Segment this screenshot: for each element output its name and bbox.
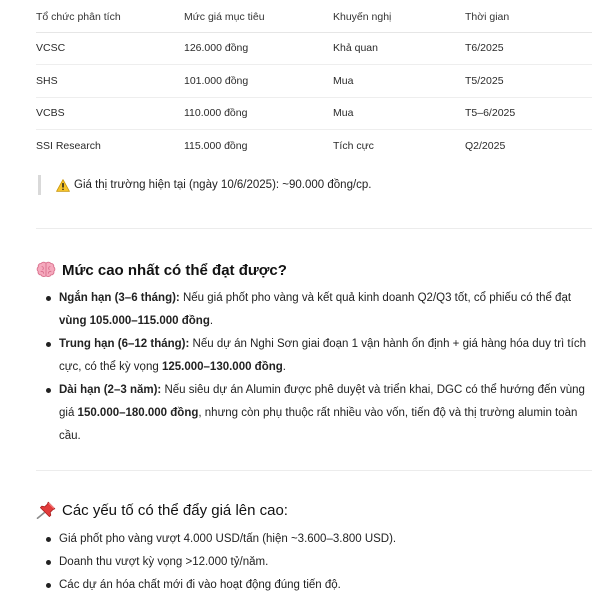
- list-item-text: Nếu siêu dự án Alumin được phê duyệt và triển khai, DGC có thể hướng đến vùng giá: [59, 384, 585, 419]
- cell-target-price: 101.000 đồng: [184, 65, 333, 98]
- warning-icon: [56, 179, 70, 192]
- cell-organization: VCBS: [36, 97, 184, 130]
- cell-organization: SSI Research: [36, 140, 101, 152]
- market-price-note: [38, 175, 372, 195]
- list-item: [40, 333, 590, 379]
- cell-time: T5/2025: [465, 65, 592, 98]
- divider: [36, 228, 592, 229]
- cell-recommendation: Mua: [333, 97, 465, 130]
- cell-time: T5–6/2025: [465, 97, 592, 130]
- section-heading-text: Các yếu tố có thể đẩy giá lên cao:: [62, 501, 288, 519]
- list-item: Giá phốt pho vàng vượt 4.000 USD/tấn (hiện ~3.600–3.800 USD).: [40, 528, 590, 551]
- cell-recommendation: Khả quan: [333, 32, 465, 65]
- cell-target-price: 126.000 đồng: [184, 32, 333, 65]
- table-header-row: [36, 2, 592, 32]
- section-heading-text: Mức cao nhất có thể đạt được?: [62, 261, 287, 279]
- analyst-target-table: [36, 2, 592, 162]
- max-price-list: [40, 287, 590, 448]
- pushpin-icon: [36, 501, 56, 519]
- list-item: Các dự án hóa chất mới đi vào hoạt động đúng tiến độ.: [40, 574, 590, 597]
- divider: [36, 470, 592, 471]
- price-drivers-list: [40, 528, 590, 597]
- column-header-target-price: Mức giá mục tiêu: [184, 2, 333, 32]
- list-item-text: Nếu giá phốt pho vàng và kết quả kinh doanh Q2/Q3 tốt, cổ phiếu có thể đạt: [179, 292, 572, 304]
- cell-organization: VCSC: [36, 32, 184, 65]
- cell-organization: SHS: [36, 65, 184, 98]
- list-item-tail: .: [282, 361, 286, 373]
- cell-target-price: 115.000 đồng: [184, 140, 248, 152]
- list-item-highlight: 125.000–130.000 đồng: [161, 361, 283, 373]
- column-header-organization: Tổ chức phân tích: [36, 2, 184, 32]
- section-heading-price-drivers: [36, 501, 288, 519]
- list-item-tail: .: [209, 315, 214, 327]
- section-heading-max-price: [36, 261, 287, 279]
- list-item-highlight: 150.000–180.000 đồng: [77, 407, 199, 419]
- table-row: [36, 97, 592, 130]
- table-row: [36, 32, 592, 65]
- table-row: [36, 130, 592, 163]
- note-text: Giá thị trường hiện tại (ngày 10/6/2025): ~90.000 đồng/cp.: [74, 179, 372, 191]
- list-item: Doanh thu vượt kỳ vọng >12.000 tỷ/năm.: [40, 551, 590, 574]
- table-row: [36, 65, 592, 98]
- list-item-highlight: vùng 105.000–115.000 đồng: [59, 315, 210, 327]
- list-item-lead: Ngắn hạn (3–6 tháng):: [59, 292, 180, 304]
- column-header-time: Thời gian: [465, 2, 592, 32]
- brain-icon: [36, 261, 56, 279]
- cell-time: T6/2025: [465, 32, 592, 65]
- column-header-recommendation: Khuyến nghị: [333, 2, 465, 32]
- list-item: [40, 287, 590, 333]
- cell-target-price: 110.000 đồng: [184, 97, 333, 130]
- list-item-lead: Trung hạn (6–12 tháng):: [59, 338, 190, 350]
- cell-time: Q2/2025: [465, 140, 506, 152]
- list-item-lead: Dài hạn (2–3 năm):: [59, 384, 162, 396]
- cell-recommendation: Mua: [333, 65, 465, 98]
- list-item-tail: , nhưng còn phụ thuộc rất nhiều vào vốn, tiến độ và thị trường alumin toàn cầu.: [59, 407, 578, 442]
- list-item-text: Nếu dự án Nghi Sơn giai đoạn 1 vận hành ổn định + giá hàng hóa duy trì tích cực, có thể kỳ vọng: [59, 338, 586, 373]
- list-item: [40, 379, 590, 448]
- cell-recommendation: Tích cực: [333, 140, 374, 152]
